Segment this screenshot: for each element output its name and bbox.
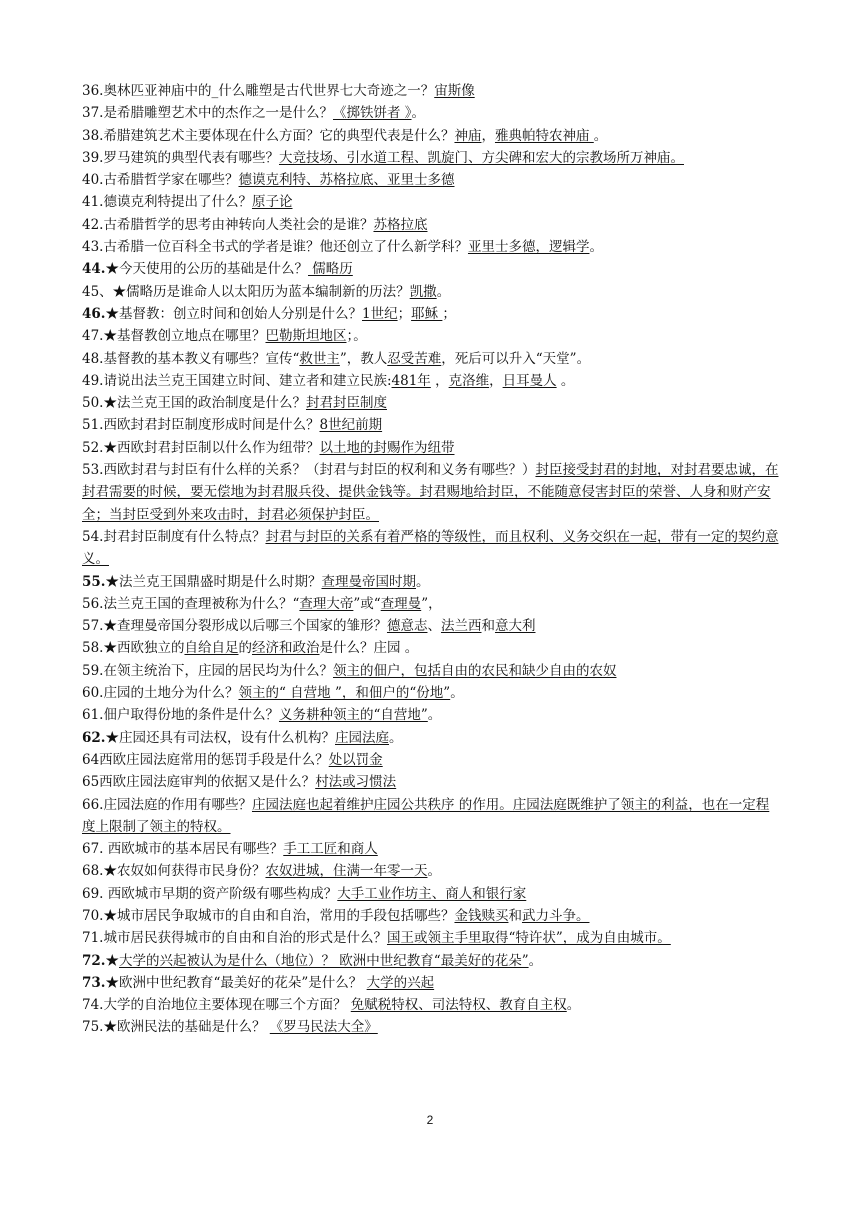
answer-text: 以土地的封赐作为纽带: [319, 439, 455, 456]
question-number: 46.: [82, 305, 106, 322]
answer-text: 村法或习惯法: [315, 774, 397, 791]
question-37: [82, 102, 782, 124]
question-75: [82, 1016, 782, 1038]
question-text: 57.★查理曼帝国分裂形成以后哪三个国家的雏形？: [82, 618, 387, 635]
question-66: [82, 794, 782, 839]
question-57: [82, 615, 782, 637]
question-65: [82, 771, 782, 793]
answer-text: 儒略历: [308, 261, 353, 278]
question-text: ★: [105, 952, 119, 969]
question-number: 73.: [82, 974, 106, 991]
question-text: 64西欧庄园法庭常用的惩罚手段是什么？: [82, 751, 329, 768]
question-62: [82, 727, 782, 749]
question-text: 54.封君封臣制度有什么特点？: [82, 528, 266, 545]
question-64: [82, 749, 782, 771]
question-number: 55.: [82, 573, 106, 590]
question-45: [82, 281, 782, 303]
question-text: 。: [436, 283, 451, 300]
question-text: 和: [508, 907, 522, 924]
answer-text: 义务耕种领主的“自营地”: [278, 707, 428, 724]
question-72: [82, 950, 782, 972]
answer-text: 庄园法庭: [335, 729, 389, 746]
question-number: 62.: [82, 729, 106, 746]
question-text: 66.庄园法庭的作用有哪些？: [82, 796, 252, 813]
question-text: 。: [528, 952, 543, 969]
answer-text: 经济和政治: [251, 640, 320, 657]
answer-text: 《掷铁饼者 》: [332, 105, 412, 122]
question-58: [82, 637, 782, 659]
question-text: 。: [593, 127, 608, 144]
question-text: ，: [481, 127, 495, 144]
question-list: [82, 80, 782, 1039]
question-text: 的: [238, 640, 252, 657]
question-73: [82, 972, 782, 994]
question-text: ”，教人: [339, 350, 388, 367]
question-text: 45、★儒略历是谁命人以太阳历为蓝本编制新的历法？: [82, 283, 410, 300]
question-text: ；。: [346, 328, 367, 345]
question-36: [82, 80, 782, 102]
question-text: 52.★西欧封君封臣制以什么作为纽带？: [82, 439, 320, 456]
question-text: ，死后可以升入“天堂”。: [441, 350, 591, 367]
question-47: [82, 325, 782, 347]
question-53: [82, 459, 782, 526]
answer-text: 日耳曼人: [502, 372, 557, 389]
answer-text: 耶稣: [411, 305, 443, 322]
question-text: 49.请说出法兰克王国建立时间、建立者和建立民族:: [82, 372, 392, 389]
answer-text: 亚里士多德，逻辑学: [467, 239, 590, 256]
answer-text: 大竞技场、引水道工程、凯旋门、方尖碑和宏大的宗教场所万神庙。: [278, 149, 684, 166]
question-text: 40.古希腊哲学家在哪些？: [82, 172, 239, 189]
question-text: 。: [566, 997, 581, 1014]
answer-text: 苏格拉底: [373, 216, 428, 233]
question-text: 65西欧庄园法庭审判的依据又是什么？: [82, 774, 316, 791]
question-text: 50.★法兰克王国的政治制度是什么？: [82, 395, 306, 412]
answer-text: 农奴进城，住满一年零一天: [265, 863, 428, 880]
question-text: 38.希腊建筑艺术主要体现在什么方面？它的典型代表是什么？: [82, 127, 455, 144]
answer-text: 查理大帝: [299, 595, 354, 612]
question-text: 。: [450, 685, 464, 702]
answer-text: 封臣接受封君的封地，对封君要忠诚，在封君需要的时候，要无偿地为封君服兵役、提供金钱等。封君赐地给封臣，不能随意侵害封臣的荣誉、人身和财产安全；当封臣受到外来攻击时，封君必须保护封臣。: [82, 462, 779, 523]
answer-text: 德意志: [386, 618, 428, 635]
answer-text: 领主的佃户，包括自由的农民和缺少自由的农奴: [332, 662, 617, 679]
question-text: 58.★西欧独立的: [82, 640, 185, 657]
question-49: [82, 370, 782, 392]
question-text: 53.西欧封君与封臣有什么样的关系？（封君与封臣的权利和义务有哪些？）: [82, 462, 536, 479]
question-44: [82, 258, 782, 280]
answer-text: 481年: [391, 372, 431, 389]
question-text: 48.基督教的基本教义有哪些？宣传“: [82, 350, 300, 367]
question-text: ，: [430, 372, 449, 389]
question-text: 、: [427, 618, 441, 635]
question-text: 74.大学的自治地位主要体现在哪三个方面？: [82, 997, 351, 1014]
answer-text: 凯撒: [409, 283, 437, 300]
question-43: [82, 236, 782, 258]
question-text: 。: [427, 863, 441, 880]
question-text: 70.★城市居民争取城市的自由和自治，常用的手段包括哪些？: [82, 907, 455, 924]
answer-text: 1世纪: [362, 305, 398, 322]
question-text: 36.奥林匹亚神庙中的_什么雕塑是古代世界七大奇迹之一？: [82, 83, 435, 99]
answer-text: 查理曼帝国时期: [321, 573, 416, 590]
question-48: [82, 348, 782, 370]
question-56: [82, 593, 782, 615]
question-text: 68.★农奴如何获得市民身份？: [82, 863, 266, 880]
question-46: [82, 303, 782, 325]
answer-text: 武力斗争。: [521, 907, 590, 924]
answer-text: 意大利: [494, 618, 536, 635]
question-70: [82, 905, 782, 927]
answer-text: 手工工匠和商人: [283, 841, 378, 858]
question-text: 。: [427, 707, 442, 724]
question-69: [82, 883, 782, 905]
question-text: 39.罗马建筑的典型代表有哪些？: [82, 149, 279, 166]
question-40: [82, 169, 782, 191]
question-text: 56.法兰克王国的查理被称为什么？“: [82, 595, 300, 612]
answer-text: 神庙: [454, 127, 482, 144]
question-text: 是什么？庄园 。: [319, 640, 419, 657]
question-61: [82, 704, 782, 726]
answer-text: 宙斯像: [434, 83, 475, 99]
answer-text: 被认为是什么（地位）？ 欧洲中世纪教育“最美好的花朵”: [186, 952, 529, 969]
question-38: [82, 125, 782, 147]
answer-text: 庄园法庭也起着维护庄园公共秩序 的作用。庄园法庭既维护了领主的利益，也在一定程度上限制了领主的特权。: [82, 796, 770, 835]
answer-text: 法兰西: [440, 618, 482, 635]
question-text: ”，: [421, 595, 442, 612]
question-text: 71.城市居民获得城市的自由和自治的形式是什么？: [82, 930, 387, 947]
question-text: 41.德谟克利特提出了什么？: [82, 194, 252, 211]
question-42: [82, 214, 782, 236]
question-55: [82, 571, 782, 593]
question-text: 61.佃户取得份地的条件是什么？: [82, 707, 279, 724]
answer-text: 忍受苦难: [387, 350, 442, 367]
answer-text: 国王或领主手里取得“特许状”，成为自由城市。: [386, 930, 671, 947]
question-39: [82, 147, 782, 169]
answer-text: 8世纪前期: [319, 417, 383, 434]
answer-text: 领主的“ 自营地 ”，和佃户的“份地”: [238, 685, 451, 702]
answer-text: 《罗马民法大全》: [269, 1019, 378, 1036]
question-text: ；: [442, 305, 456, 322]
question-52: [82, 437, 782, 459]
question-59: [82, 660, 782, 682]
question-text: ，: [489, 372, 503, 389]
answer-text: 免赋税特权、司法特权、教育自主权: [350, 997, 567, 1014]
question-text: 51.西欧封君封臣制度形成时间是什么？: [82, 417, 320, 434]
question-54: [82, 526, 782, 571]
answer-text: 大学的兴起: [366, 974, 435, 991]
question-text: 47.★基督教创立地点在哪里？: [82, 328, 266, 345]
question-text: ★欧洲中世纪教育“最美好的花朵”是什么？: [105, 974, 367, 991]
question-text: 43.古希腊一位百科全书式的学者是谁？他还创立了什么新学科？: [82, 239, 468, 256]
question-text: ；: [397, 305, 412, 322]
question-41: [82, 191, 782, 213]
question-text: 。: [556, 372, 575, 389]
question-60: [82, 682, 782, 704]
question-text: 。: [416, 573, 430, 590]
question-text: 。: [589, 239, 603, 256]
answer-text: 德谟克利特、苏格拉底、亚里士多德: [238, 172, 455, 189]
answer-text: 金钱赎买: [454, 907, 509, 924]
answer-text: 查理曼: [380, 595, 422, 612]
answer-text: 救世主: [299, 350, 340, 367]
question-74: [82, 994, 782, 1016]
question-51: [82, 414, 782, 436]
question-text: 75.★欧洲民法的基础是什么？: [82, 1019, 270, 1036]
page-number: 2: [426, 1113, 434, 1127]
answer-text: 封君封臣制度: [305, 395, 387, 412]
answer-text: 克洛维: [448, 372, 490, 389]
question-text: ★基督教：创立时间和创始人分别是什么？: [105, 305, 362, 322]
answer-text: 大学的兴起: [119, 952, 187, 969]
answer-text: 雅典帕特农神庙: [494, 127, 594, 144]
question-text: 67. 西欧城市的基本居民有哪些？: [82, 841, 284, 858]
question-text: 59.在领主统治下，庄园的居民均为什么？: [82, 662, 333, 679]
question-50: [82, 392, 782, 414]
question-text: ★法兰克王国鼎盛时期是什么时期？: [105, 573, 322, 590]
question-text: 。: [389, 729, 403, 746]
question-67: [82, 838, 782, 860]
question-number: 44.: [82, 261, 106, 278]
answer-text: 处以罚金: [328, 751, 383, 768]
question-number: 72.: [82, 952, 106, 969]
answer-text: 自给自足: [184, 640, 239, 657]
question-text: 37.是希腊雕塑艺术中的杰作之一是什么？: [82, 105, 333, 122]
answer-text: 封君与封臣的关系有着严格的等级性，而且权利、义务交织在一起，带有一定的契约意义。: [82, 528, 779, 568]
question-text: 69. 西欧城市早期的资产阶级有哪些构成？: [82, 885, 338, 902]
answer-text: 大手工业作坊主、商人和银行家: [337, 885, 527, 902]
question-68: [82, 860, 782, 882]
question-text: ★庄园还具有司法权，设有什么机构？: [105, 729, 335, 746]
answer-text: 原子论: [251, 194, 293, 211]
answer-text: 巴勒斯坦地区: [265, 328, 347, 345]
question-text: 和: [481, 618, 495, 635]
question-text: ★今天使用的公历的基础是什么？: [105, 261, 308, 278]
question-text: 42.古希腊哲学的思考由神转向人类社会的是谁？: [82, 216, 374, 233]
question-71: [82, 927, 782, 949]
question-text: 60.庄园的土地分为什么？: [82, 685, 239, 702]
question-text: ”或“: [353, 595, 381, 612]
question-text: 。: [411, 105, 426, 122]
